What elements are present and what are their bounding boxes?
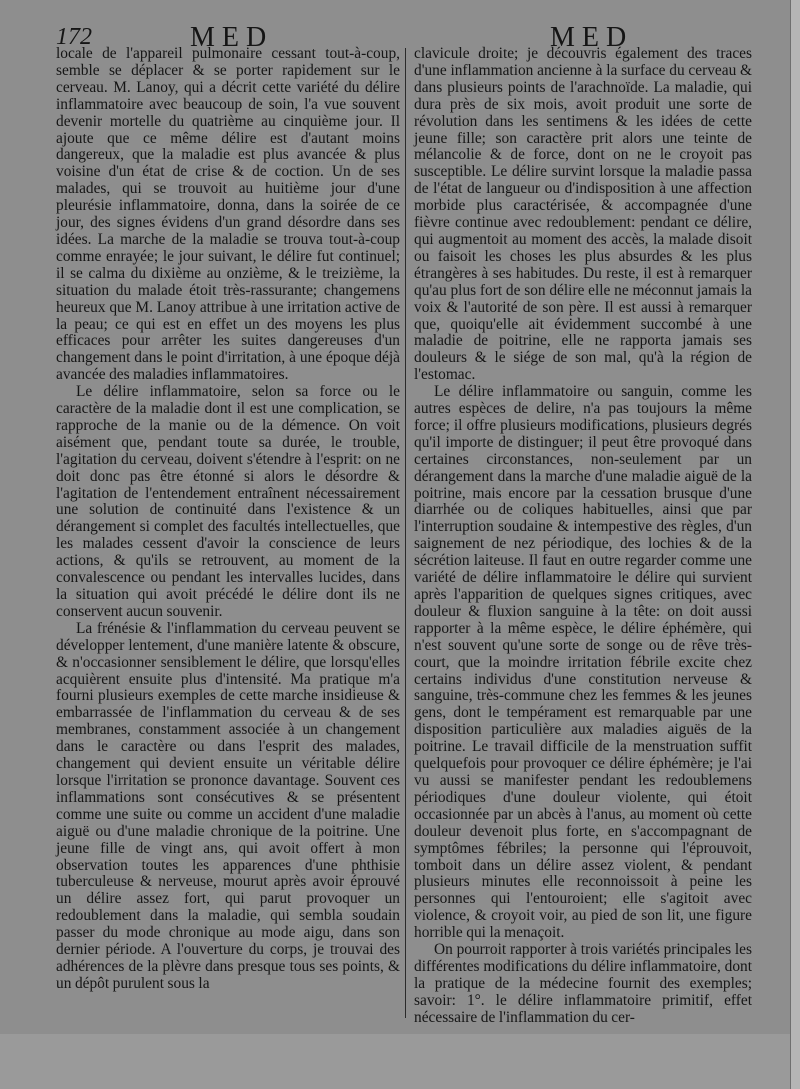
paragraph: locale de l'appareil pulmonaire cessant tout-à-coup, semble se déplacer & se porter rapidement sur le cerveau. M. Lanoy, qui a décrit cette variété du délire inflammatoire avec beaucoup de soin, l'a vue souvent devenir mortelle du quatrième au cinquième jour. Il ajoute que ce même délire est d'autant moins dangereux, que la maladie est plus avancée & plus voisine d'un état de crise & de coction. Un de ses malades, qui se trouvoit au huitième jour d'une pleurésie inflammatoire, donna, dans la soirée de ce jour, des signes évidens d'un grand désordre dans ses idées. La marche de la maladie se trouva tout-à-coup comme enrayée; le jour suivant, le délire fut continuel; il se calma du dixième au onzième, & le treizième, la situation du malade étoit très-rassurante; changemens heureux que M. Lanoy attribue à une irritation active de la peau; ce qui est en effet un des moyens les plus efficaces pour arrêter les suites dangereuses d'un changement dans le point d'irritation, à une époque déjà avancée des maladies inflammatoires. xyxy=(56,45,400,384)
paragraph: Le délire inflammatoire, selon sa force ou le caractère de la maladie dont il est une complication, se rapproche de la manie ou de la démence. On voit aisément que, pendant toute sa durée, le trouble, l'agitation du cerveau, doivent s'étendre à l'esprit: on ne doit donc pas être étonné si alors le désordre & l'agitation de l'entendement entraînent nécessairement une solution de continuité dans l'existence & un dérangement si complet des facultés intellectuelles, que les malades cessent d'avoir la conscience de leurs actions, & qu'ils se retrouvent, au moment de la convalescence ou pendant les intervalles lucides, dans la situation qui avoit précédé le délire dont ils ne conservent aucun souvenir. xyxy=(56,383,400,620)
column-divider xyxy=(405,48,406,1018)
running-title-left: MED xyxy=(190,22,274,53)
running-title-right: MED xyxy=(550,22,634,53)
paragraph: La frénésie & l'inflammation du cerveau peuvent se développer lentement, d'une manière latente & obscure, & n'occasionner sensiblement le délire, que lorsqu'elles acquièrent ensuite plus d'intensité. Ma pratique m'a fourni plusieurs exemples de cette marche insidieuse & embarrassée de l'inflammation du cerveau & de ses membranes, constamment associée à un changement dans le caractère ou dans l'esprit des malades, changement qui devient ensuite un véritable délire lorsque l'irritation se prononce davantage. Souvent ces inflammations sont consécutives & se présentent comme une suite ou comme un accident d'une maladie aiguë ou d'une maladie chronique de la poitrine. Une jeune fille de vingt ans, qui avoit offert à mon observation toutes les apparences d'une phthisie tuberculeuse & nerveuse, mourut après avoir éprouvé un délire assez fort, qui parut provoquer un redoublement dans la maladie, qui sembla soudain passer du mode chronique au mode aigu, dans son dernier période. A l'ouverture du corps, je trouvai des adhérences de la plèvre dans presque tous ses points, & un dépôt purulent sous la xyxy=(56,619,400,992)
page-edge xyxy=(790,0,800,1089)
right-column xyxy=(414,46,752,1027)
left-column xyxy=(56,46,400,993)
page-bottom-margin xyxy=(0,1034,790,1089)
paragraph: On pourroit rapporter à trois variétés principales les différentes modifications du délire inflammatoire, dont la pratique de la médecine fournit des exemples; savoir: 1°. le délire inflammatoire primitif, effet nécessaire de l'inflammation du cer- xyxy=(414,941,752,1026)
paragraph: clavicule droite; je découvris également des traces d'une inflammation ancienne à la surface du cerveau & dans plusieurs points de l'arachnoïde. La maladie, qui dura près de six mois, avoit produit une sorte de révolution dans les sentimens & les idées de cette jeune fille; son caractère prit alors une teinte de mélancolie & de force, dont on ne le croyoit pas susceptible. Le délire survint lorsque la maladie passa de l'état de langueur ou d'indisposition à une affection morbide plus caractérisée, & accompagnée d'une fièvre continue avec redoublement: pendant ce délire, qui augmentoit au moment des accès, la malade disoit ou faisoit les choses les plus absurdes & les plus étrangères à ses habitudes. Du reste, il est à remarquer qu'au plus fort de son délire elle ne méconnut jamais la voix & l'autorité de son père. Il est aussi à remarquer que, quoiqu'elle ait évidemment succombé à une maladie de poitrine, elle ne rapporta jamais ses douleurs & le siége de son mal, qu'à la région de l'estomac. xyxy=(414,45,752,384)
page-number: 172 xyxy=(56,24,92,50)
paragraph: Le délire inflammatoire ou sanguin, comme les autres espèces de delire, n'a pas toujours la même force; il offre plusieurs modifications, plusieurs degrés qu'il importe de distinguer; il peut être provoqué dans certaines circonstances, non-seulement par un dérangement dans la marche d'une maladie aiguë de la poitrine, mais encore par la cessation brusque d'une diarrhée ou de coliques habituelles, ainsi que par l'interruption soudaine & intempestive des règles, d'un saignement de nez périodique, des lochies & de la sécrétion laiteuse. Il faut en outre regarder comme une variété de délire inflammatoire le délire qui survient après l'apparition de quelques signes critiques, avec douleur & fluxion sanguine à la tête: on doit aussi rapporter à la même espèce, le délire éphémère, qui n'est souvent qu'une sorte de songe ou de rêve très-court, que la moindre irritation fébrile excite chez certains individus d'une constitution nerveuse & sanguine, très-commune chez les femmes & les jeunes gens, dont le tempérament est remarquable par une disposition particulière aux maladies aiguës de la poitrine. Le travail difficile de la menstruation suffit quelquefois pour provoquer ce délire éphémère; je l'ai vu aussi se manifester pendant les redoublemens périodiques d'une douleur violente, qui étoit occasionnée par un abcès à l'anus, au moment où cette douleur devenoit plus forte, en s'accompagnant de symptômes fébriles; la personne qui l'éprouvoit, tomboit dans un délire assez violent, & pendant plusieurs minutes elle reconnoissoit à peine les personnes qui l'entouroient; elle s'agitoit avec violence, & croyoit voir, au pied de son lit, une figure horrible qui la menaçoit. xyxy=(414,383,752,942)
